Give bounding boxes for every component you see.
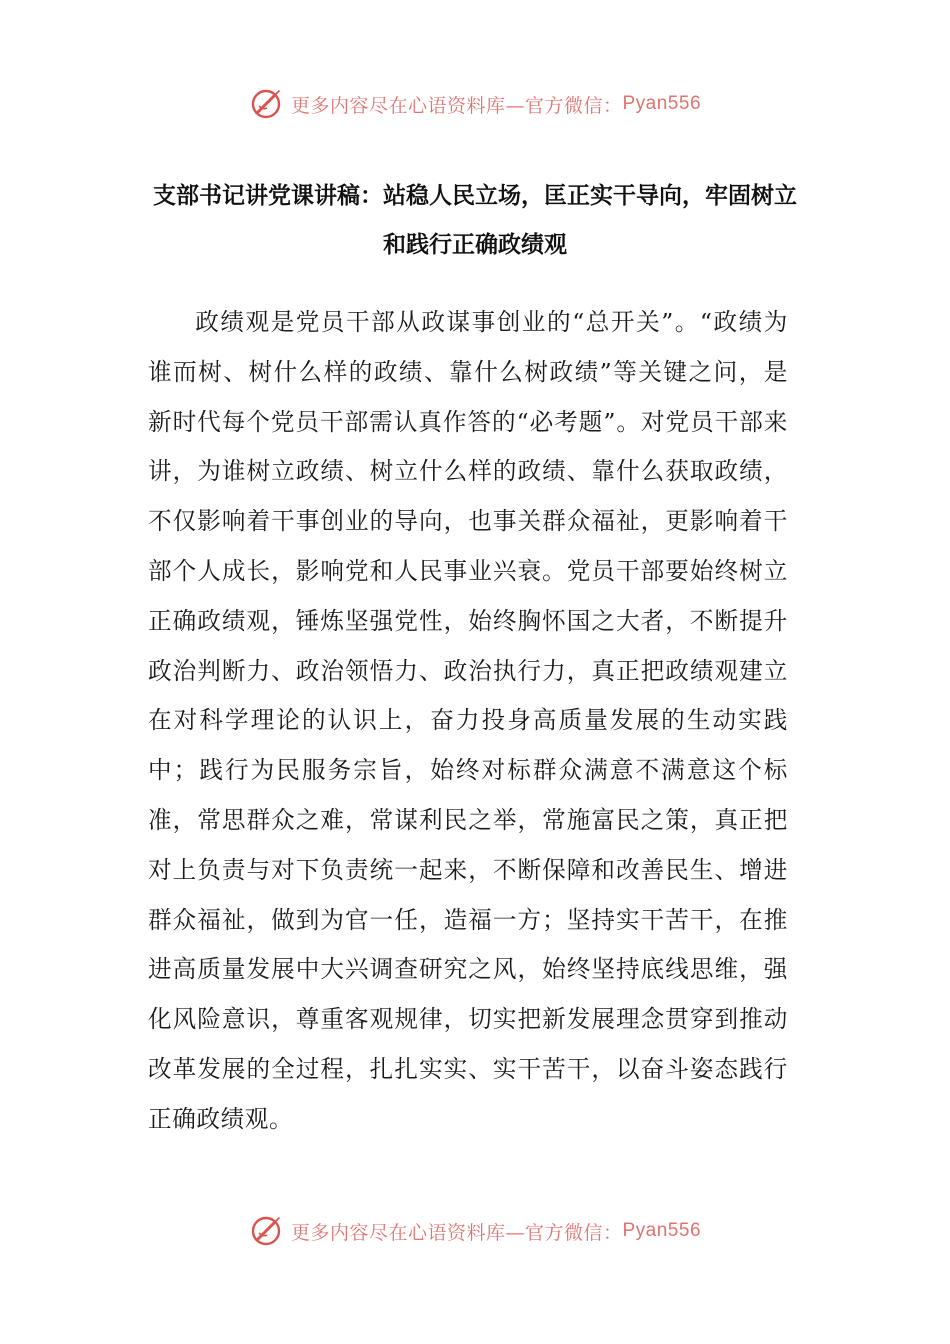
watermark-wechat-id: Pyan556 — [622, 93, 702, 114]
document-title: 支部书记讲党课讲稿：站稳人民立场，匡正实干导向，牢固树立和践行正确政绩观 — [153, 183, 797, 258]
watermark-wechat-id: Pyan556 — [622, 1220, 702, 1241]
pen-logo-icon — [249, 86, 285, 122]
pen-logo-icon — [249, 1213, 285, 1249]
footer-watermark — [0, 1211, 950, 1251]
header-watermark — [0, 84, 950, 124]
watermark-text: 更多内容尽在心语资料库—官方微信： — [290, 1221, 623, 1244]
body-paragraph: 政绩观是党员干部从政谋事创业的“总开关”。“政绩为谁而树、树什么样的政绩、靠什么树政绩”等关键之问，是新时代每个党员干部需认真作答的“必考题”。对党员干部来讲，为谁树立政绩、树立什么样的政绩、靠什么获取政绩，不仅影响着干事创业的导向，也事关群众福祉，更影响着干部个人成长，影响党和人民事业兴衰。党员干部要始终树立正确政绩观，锤炼坚强党性，始终胸怀国之大者，不断提升政治判断力、政治领悟力、政治执行力，真正把政绩观建立在对科学理论的认识上，奋力投身高质量发展的生动实践中；践行为民服务宗旨，始终对标群众满意不满意这个标准，常思群众之难，常谋利民之举，常施富民之策，真正把对上负责与对下负责统一起来，不断保障和改善民生、增进群众福祉，做到为官一任，造福一方；坚持实干苦干，在推进高质量发展中大兴调查研究之风，始终坚持底线思维，强化风险意识，尊重客观规律，切实把新发展理念贯穿到推动改革发展的全过程，扎扎实实、实干苦干，以奋斗姿态践行正确政绩观。 — [148, 308, 788, 1133]
watermark-text: 更多内容尽在心语资料库—官方微信： — [290, 94, 623, 117]
